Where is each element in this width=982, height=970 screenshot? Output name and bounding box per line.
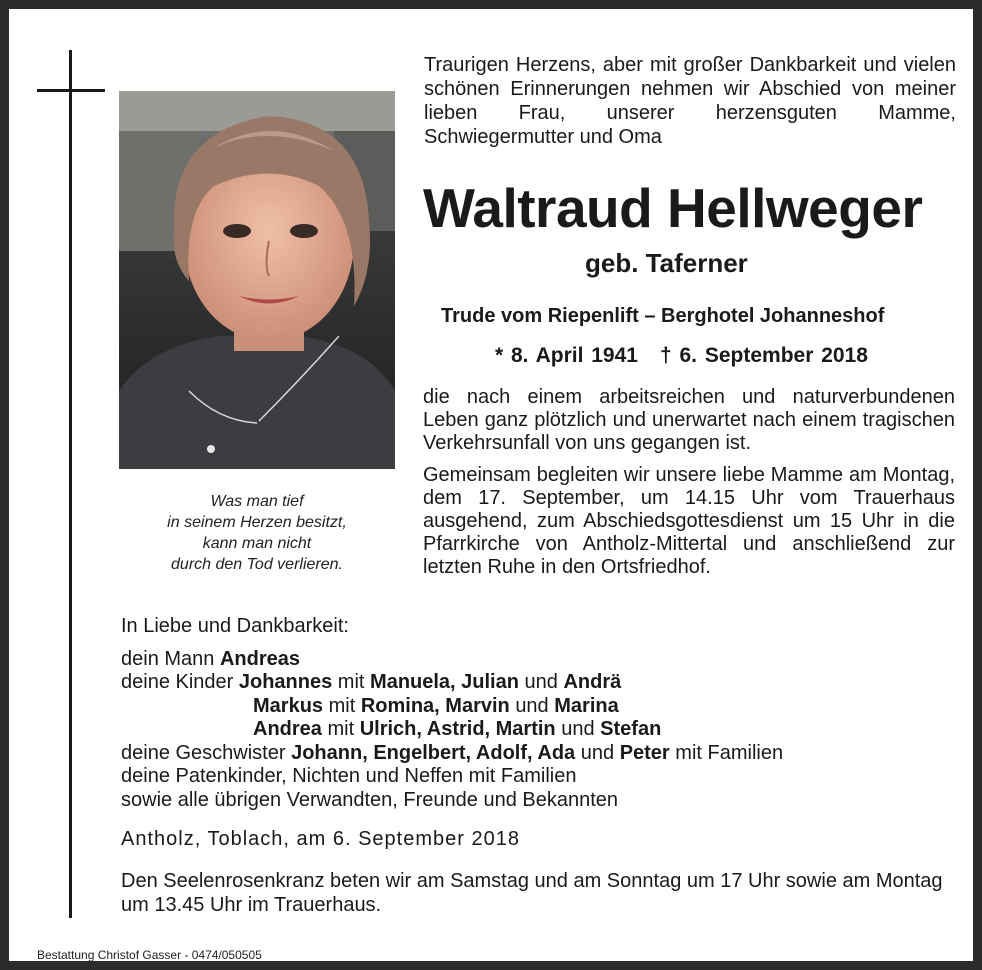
- mourner-row-siblings: deine Geschwister Johann, Engelbert, Adolf, Ada und Peter mit Familien: [121, 741, 784, 764]
- mourners-heading: In Liebe und Dankbarkeit:: [121, 615, 349, 637]
- nickname-subtitle: Trude vom Riepenlift – Berghotel Johanneshof: [441, 305, 885, 327]
- mourner-row-others: sowie alle übrigen Verwandten, Freunde und Bekannten: [121, 788, 619, 811]
- mourner-row-child3: Andrea mit Ulrich, Astrid, Martin und Stefan: [253, 718, 662, 740]
- husband-name: Andreas: [219, 647, 300, 670]
- mourners-list: [121, 615, 951, 812]
- funeral-details: Gemeinsam begleiten wir unsere liebe Mamme am Montag, dem 17. September, um 14.15 Uhr vom Trauerhaus ausgehend, zum Abschiedsgottesdienst um 15 Uhr in die Pfarrkirche von Antholz-Mittertal und anschließend zur letzten Ruhe in den Ortsfriedhof.: [423, 464, 955, 578]
- quote-line: durch den Tod verlieren.: [171, 556, 343, 573]
- death-description: die nach einem arbeitsreichen und naturverbundenen Leben ganz plötzlich und unerwartet nach einem tragischen Verkehrsunfall von uns gegangen ist.: [423, 386, 955, 454]
- quote-line: kann man nicht: [202, 535, 312, 552]
- mourner-row-godchildren: deine Patenkinder, Nichten und Neffen mit Familien: [121, 765, 577, 787]
- maiden-name: geb. Taferner: [585, 248, 748, 278]
- cross-vertical-bar: [69, 50, 72, 918]
- cross-horizontal-bar: [37, 89, 105, 92]
- portrait-photo: [119, 91, 395, 469]
- birth-date: * 8. April 1941: [495, 344, 638, 367]
- funeral-home-credit: Bestattung Christof Gasser - 0474/050505: [37, 948, 262, 962]
- memorial-quote: [129, 491, 385, 575]
- mourner-row-husband: dein Mann Andreas: [121, 647, 300, 670]
- intro-text: Traurigen Herzens, aber mit großer Dankbarkeit und vielen schönen Erinnerungen nehmen wir Abschied von meiner lieben Frau, unserer herzensguten Mamme, Schwiegermutter und Oma: [424, 54, 956, 148]
- life-dates: [495, 344, 868, 368]
- mourner-row-child2: Markus mit Romina, Marvin und Marina: [253, 694, 619, 717]
- rosary-notice: Den Seelenrosenkranz beten wir am Samstag und am Sonntag um 17 Uhr sowie am Montag um 13.45 Uhr im Trauerhaus.: [121, 870, 943, 916]
- deceased-name: Waltraud Hellweger: [423, 177, 923, 239]
- death-date: † 6. September 2018: [659, 344, 868, 367]
- quote-line: in seinem Herzen besitzt,: [167, 514, 347, 531]
- portrait-illustration: [119, 91, 395, 469]
- quote-line: Was man tief: [210, 493, 304, 510]
- place-and-date: Antholz, Toblach, am 6. September 2018: [121, 828, 520, 850]
- mourner-row-children: deine Kinder Johannes mit Manuela, Julian und Andrä: [121, 671, 622, 693]
